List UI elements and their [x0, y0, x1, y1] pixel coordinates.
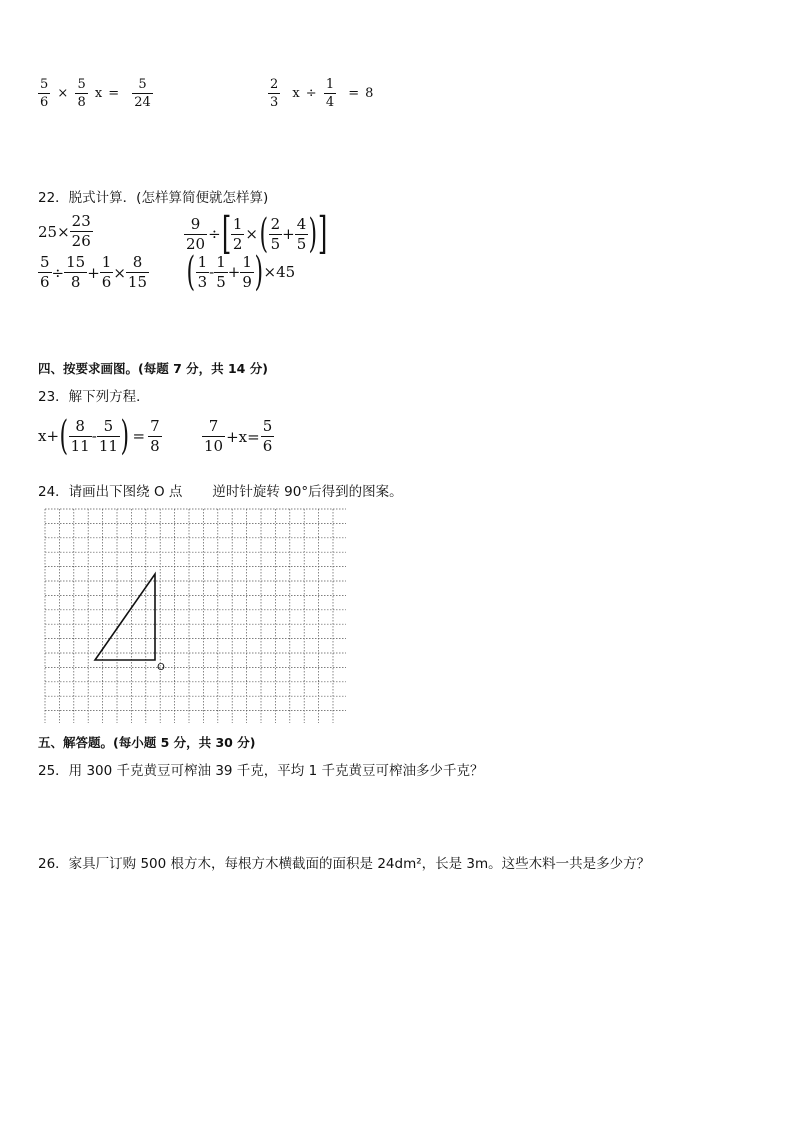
q23-equation-2: $\frac{7}{10}$ +x= $\frac{5}{6}$: [204, 417, 273, 455]
point-o-label: O: [157, 662, 165, 673]
question-24-title: 24．请画出下图绕 O 点 逆时针旋转 90°后得到的图案。: [38, 484, 403, 500]
equation-2: $\frac{2}{3}$ x ÷ $\frac{1}{4}$ = 8: [270, 77, 374, 110]
grid-figure: [44, 508, 346, 723]
q22-expression-4: ( $\frac{1}{3}$ - $\frac{1}{5}$ + $\frac{1}{9}$ )×45: [186, 249, 296, 295]
question-26: 26．家具厂订购 500 根方木，每根方木横截面的面积是 24dm²，长是 3m。这些木料一共是多少方？: [38, 856, 651, 872]
q22-expression-3: $\frac{5}{6}$ ÷ $\frac{15}{8}$ + $\frac{1}{6}$ × $\frac{8}{15}$: [40, 253, 148, 291]
fraction: $\frac{5}{8}$: [77, 77, 86, 110]
fraction: $\frac{1}{4}$: [325, 77, 335, 110]
grid-lines: [45, 509, 346, 723]
fraction: $\frac{2}{3}$: [270, 77, 279, 110]
question-23-title: 23．解下列方程．: [38, 389, 150, 405]
fraction: $\frac{5}{6}$: [40, 77, 49, 110]
q22-expression-1: 25× $\frac{23}{26}$: [38, 212, 91, 250]
section-4-title: 四、按要求画图。(每题 7 分，共 14 分): [38, 361, 268, 376]
question-22-title: 22．脱式计算．(怎样算简便就怎样算): [38, 190, 269, 206]
fraction: $\frac{5}{24}$: [134, 77, 151, 110]
equation-1: $\frac{5}{6}$ × $\frac{5}{8}$ x = $\frac{5}{24}$: [40, 77, 151, 110]
q23-equation-1: x+( $\frac{8}{11}$ - $\frac{5}{11}$ ) = $\frac{7}{8}$: [38, 413, 160, 459]
question-25: 25．用 300 千克黄豆可榨油 39 千克，平均 1 千克黄豆可榨油多少千克？: [38, 763, 484, 779]
q22-expression-2: $\frac{9}{20}$ ÷[ $\frac{1}{2}$ ×( $\frac{2}{5}$ + $\frac{4}{5}$ )]: [186, 208, 328, 259]
section-5-title: 五、解答题。(每小题 5 分，共 30 分): [38, 735, 256, 750]
